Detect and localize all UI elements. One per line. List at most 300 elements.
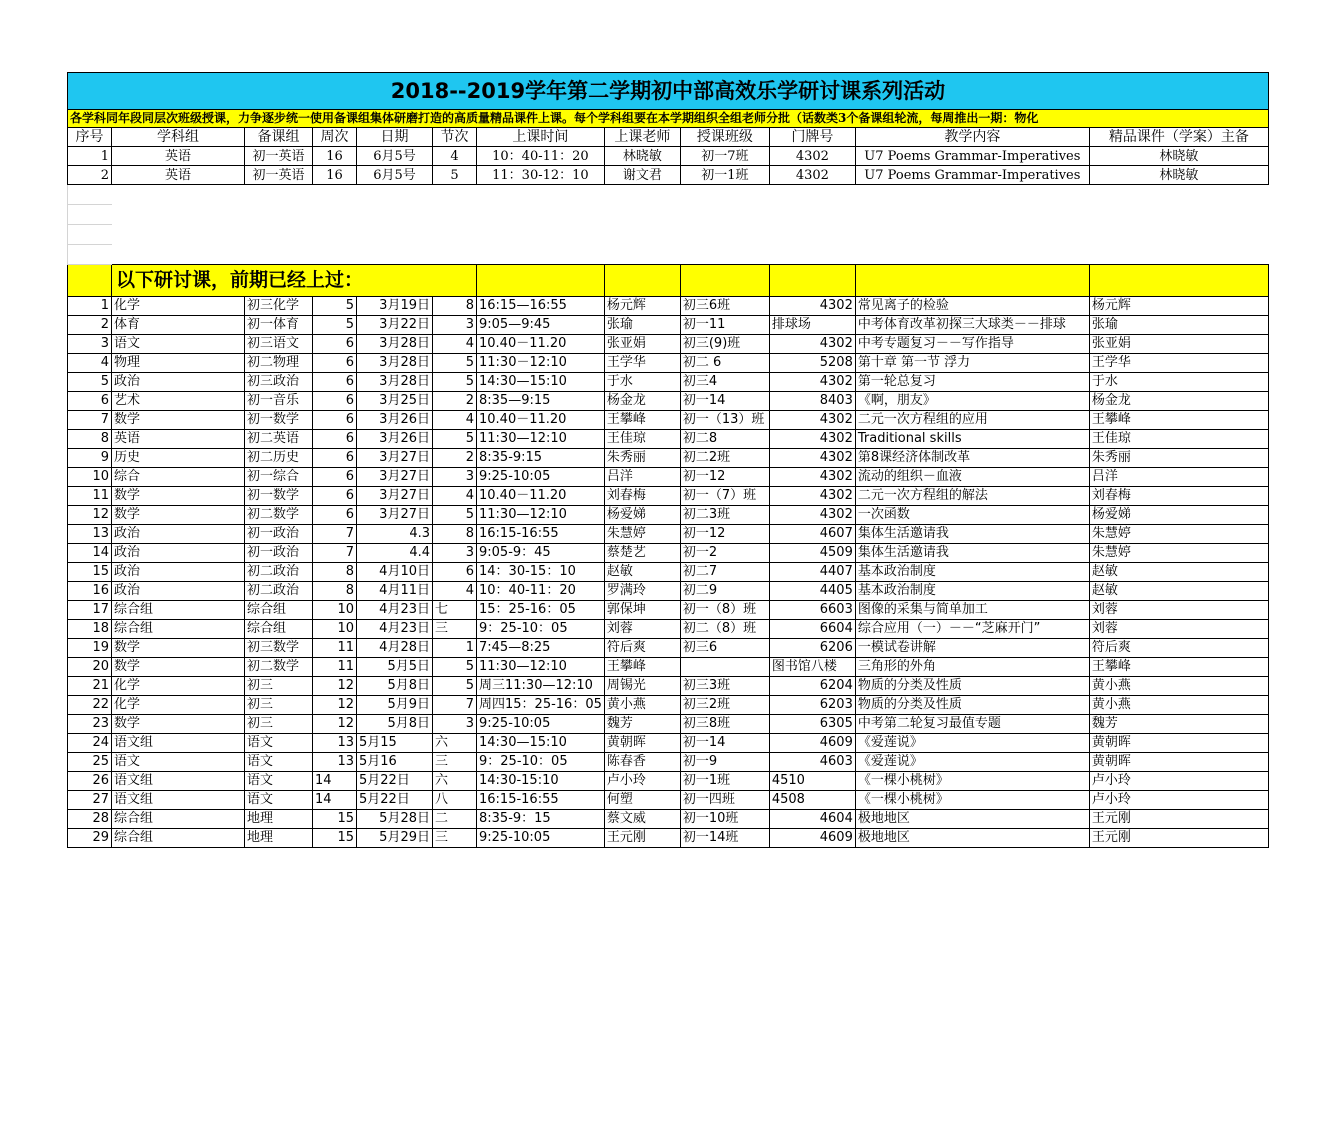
cell-time[interactable]: 10：40-11：20	[477, 582, 605, 601]
cell-week[interactable]: 13	[313, 753, 357, 772]
cell-content[interactable]: 《爱莲说》	[855, 753, 1089, 772]
header-time[interactable]: 上课时间	[477, 128, 605, 147]
cell-week[interactable]: 6	[313, 411, 357, 430]
cell-class[interactable]	[680, 658, 769, 677]
cell-subject-group[interactable]: 综合组	[112, 810, 245, 829]
cell-lead[interactable]: 朱慧婷	[1089, 525, 1268, 544]
cell-lead[interactable]: 张瑜	[1089, 316, 1268, 335]
cell-subject-group[interactable]: 数学	[112, 487, 245, 506]
cell-period[interactable]: 1	[433, 639, 477, 658]
cell-lead[interactable]: 刘蓉	[1089, 601, 1268, 620]
cell-subject-group[interactable]: 语文	[112, 335, 245, 354]
cell-week[interactable]: 14	[313, 791, 357, 810]
cell-date[interactable]: 4月23日	[357, 601, 433, 620]
cell-date[interactable]: 3月27日	[357, 449, 433, 468]
cell-lead[interactable]: 王元刚	[1089, 829, 1268, 848]
cell-teacher[interactable]: 王元刚	[604, 829, 680, 848]
cell-week[interactable]: 7	[313, 544, 357, 563]
empty-cell[interactable]	[112, 185, 1269, 205]
cell-room[interactable]: 4603	[769, 753, 855, 772]
cell-subject-group[interactable]: 数学	[112, 506, 245, 525]
cell-time[interactable]: 周三11:30—12:10	[477, 677, 605, 696]
cell-content[interactable]: 第一轮总复习	[855, 373, 1089, 392]
cell-prep-group[interactable]: 初二历史	[245, 449, 313, 468]
cell-teacher[interactable]: 周锡光	[604, 677, 680, 696]
cell-class[interactable]: 初一12	[680, 525, 769, 544]
cell-content[interactable]: 《爱莲说》	[855, 734, 1089, 753]
cell-subject-group[interactable]: 数学	[112, 715, 245, 734]
cell-room[interactable]: 6604	[769, 620, 855, 639]
cell-prep-group[interactable]: 初一音乐	[245, 392, 313, 411]
cell-teacher[interactable]: 杨金龙	[604, 392, 680, 411]
cell-prep-group[interactable]: 初一英语	[245, 166, 313, 185]
cell-room[interactable]: 4609	[769, 734, 855, 753]
cell-week[interactable]: 13	[313, 734, 357, 753]
cell-time[interactable]: 7:45—8:25	[477, 639, 605, 658]
cell-lead[interactable]: 朱秀丽	[1089, 449, 1268, 468]
cell-content[interactable]: 第十章 第一节 浮力	[855, 354, 1089, 373]
cell-content[interactable]: U7 Poems Grammar-Imperatives	[855, 166, 1089, 185]
cell-period[interactable]: 三	[433, 620, 477, 639]
cell-room[interactable]: 4609	[769, 829, 855, 848]
cell-period[interactable]: 2	[433, 449, 477, 468]
cell-week[interactable]: 6	[313, 430, 357, 449]
cell-teacher[interactable]: 黄小燕	[604, 696, 680, 715]
cell-class[interactable]: 初一14	[680, 392, 769, 411]
cell-content[interactable]: U7 Poems Grammar-Imperatives	[855, 147, 1089, 166]
cell-week[interactable]: 14	[313, 772, 357, 791]
cell-subject-group[interactable]: 语文	[112, 753, 245, 772]
header-date[interactable]: 日期	[357, 128, 433, 147]
cell-week[interactable]: 6	[313, 392, 357, 411]
empty-cell[interactable]	[112, 225, 1269, 245]
cell-subject-group[interactable]: 综合	[112, 468, 245, 487]
cell-subject-group[interactable]: 综合组	[112, 829, 245, 848]
cell-content[interactable]: 集体生活邀请我	[855, 525, 1089, 544]
empty-cell[interactable]	[855, 265, 1089, 297]
cell-room[interactable]: 4302	[769, 468, 855, 487]
cell-teacher[interactable]: 于水	[604, 373, 680, 392]
cell-room[interactable]: 4302	[769, 487, 855, 506]
cell-time[interactable]: 15：25-16：05	[477, 601, 605, 620]
cell-time[interactable]: 10：40-11：20	[477, 147, 605, 166]
cell-seq[interactable]: 26	[68, 772, 112, 791]
cell-class[interactable]: 初三6班	[680, 297, 769, 316]
header-seq[interactable]: 序号	[68, 128, 112, 147]
cell-class[interactable]: 初一7班	[680, 147, 769, 166]
cell-subject-group[interactable]: 政治	[112, 563, 245, 582]
cell-date[interactable]: 5月9日	[357, 696, 433, 715]
cell-date[interactable]: 6月5号	[357, 166, 433, 185]
cell-lead[interactable]: 王学华	[1089, 354, 1268, 373]
cell-room[interactable]: 4509	[769, 544, 855, 563]
cell-room[interactable]: 4407	[769, 563, 855, 582]
cell-seq[interactable]: 21	[68, 677, 112, 696]
cell-subject-group[interactable]: 语文组	[112, 772, 245, 791]
header-room[interactable]: 门牌号	[769, 128, 855, 147]
cell-class[interactable]: 初三8班	[680, 715, 769, 734]
cell-time[interactable]: 10.40－11.20	[477, 487, 605, 506]
cell-time[interactable]: 9：25-10：05	[477, 753, 605, 772]
cell-lead[interactable]: 黄小燕	[1089, 677, 1268, 696]
header-period[interactable]: 节次	[433, 128, 477, 147]
cell-week[interactable]: 16	[313, 147, 357, 166]
cell-prep-group[interactable]: 初二数学	[245, 658, 313, 677]
cell-time[interactable]: 9:25-10:05	[477, 829, 605, 848]
cell-period[interactable]: 8	[433, 297, 477, 316]
cell-time[interactable]: 9：25-10：05	[477, 620, 605, 639]
cell-subject-group[interactable]: 英语	[112, 430, 245, 449]
cell-seq[interactable]: 5	[68, 373, 112, 392]
cell-seq[interactable]: 22	[68, 696, 112, 715]
cell-time[interactable]: 16:15-16:55	[477, 525, 605, 544]
cell-seq[interactable]: 24	[68, 734, 112, 753]
cell-prep-group[interactable]: 初一综合	[245, 468, 313, 487]
header-subject-group[interactable]: 学科组	[112, 128, 245, 147]
cell-period[interactable]: 二	[433, 810, 477, 829]
cell-seq[interactable]: 23	[68, 715, 112, 734]
cell-time[interactable]: 11:30—12:10	[477, 506, 605, 525]
cell-subject-group[interactable]: 数学	[112, 639, 245, 658]
cell-date[interactable]: 3月26日	[357, 430, 433, 449]
cell-prep-group[interactable]: 初一数学	[245, 487, 313, 506]
cell-seq[interactable]: 7	[68, 411, 112, 430]
cell-class[interactable]: 初二9	[680, 582, 769, 601]
cell-prep-group[interactable]: 初二政治	[245, 563, 313, 582]
cell-week[interactable]: 11	[313, 658, 357, 677]
cell-teacher[interactable]: 吕洋	[604, 468, 680, 487]
cell-time[interactable]: 8:35—9:15	[477, 392, 605, 411]
cell-seq[interactable]: 15	[68, 563, 112, 582]
cell-class[interactable]: 初一1班	[680, 166, 769, 185]
cell-room[interactable]: 排球场	[769, 316, 855, 335]
cell-lead[interactable]: 刘春梅	[1089, 487, 1268, 506]
cell-prep-group[interactable]: 初一数学	[245, 411, 313, 430]
cell-prep-group[interactable]: 初二英语	[245, 430, 313, 449]
cell-date[interactable]: 4月28日	[357, 639, 433, 658]
empty-cell[interactable]	[680, 265, 769, 297]
cell-room[interactable]: 4508	[769, 791, 855, 810]
cell-subject-group[interactable]: 数学	[112, 411, 245, 430]
cell-content[interactable]: 《一棵小桃树》	[855, 772, 1089, 791]
cell-period[interactable]: 六	[433, 734, 477, 753]
header-prep-group[interactable]: 备课组	[245, 128, 313, 147]
cell-week[interactable]: 5	[313, 316, 357, 335]
cell-period[interactable]: 5	[433, 430, 477, 449]
cell-room[interactable]: 6206	[769, 639, 855, 658]
cell-week[interactable]: 7	[313, 525, 357, 544]
cell-date[interactable]: 3月25日	[357, 392, 433, 411]
cell-subject-group[interactable]: 艺术	[112, 392, 245, 411]
header-lead[interactable]: 精品课件（学案）主备	[1089, 128, 1268, 147]
cell-lead[interactable]: 卢小玲	[1089, 791, 1268, 810]
cell-period[interactable]: 3	[433, 715, 477, 734]
cell-time[interactable]: 11:30—12:10	[477, 430, 605, 449]
cell-lead[interactable]: 赵敏	[1089, 563, 1268, 582]
cell-subject-group[interactable]: 政治	[112, 544, 245, 563]
cell-seq[interactable]: 10	[68, 468, 112, 487]
cell-seq[interactable]: 19	[68, 639, 112, 658]
cell-lead[interactable]: 于水	[1089, 373, 1268, 392]
cell-teacher[interactable]: 黄朝晖	[604, 734, 680, 753]
cell-week[interactable]: 8	[313, 563, 357, 582]
cell-room[interactable]: 4302	[769, 449, 855, 468]
cell-class[interactable]: 初三2班	[680, 696, 769, 715]
cell-period[interactable]: 3	[433, 316, 477, 335]
cell-teacher[interactable]: 朱秀丽	[604, 449, 680, 468]
cell-room[interactable]: 4302	[769, 297, 855, 316]
cell-prep-group[interactable]: 语文	[245, 753, 313, 772]
header-content[interactable]: 教学内容	[855, 128, 1089, 147]
cell-date[interactable]: 5月29日	[357, 829, 433, 848]
cell-prep-group[interactable]: 初三数学	[245, 639, 313, 658]
cell-prep-group[interactable]: 语文	[245, 791, 313, 810]
cell-date[interactable]: 4.4	[357, 544, 433, 563]
cell-room[interactable]: 6305	[769, 715, 855, 734]
cell-lead[interactable]: 赵敏	[1089, 582, 1268, 601]
cell-period[interactable]: 5	[433, 166, 477, 185]
cell-time[interactable]: 11:30－12:10	[477, 354, 605, 373]
cell-week[interactable]: 5	[313, 297, 357, 316]
cell-room[interactable]: 4302	[769, 335, 855, 354]
cell-teacher[interactable]: 张瑜	[604, 316, 680, 335]
cell-date[interactable]: 3月26日	[357, 411, 433, 430]
cell-week[interactable]: 10	[313, 620, 357, 639]
cell-subject-group[interactable]: 英语	[112, 147, 245, 166]
cell-date[interactable]: 5月8日	[357, 715, 433, 734]
cell-seq[interactable]: 9	[68, 449, 112, 468]
cell-class[interactable]: 初一四班	[680, 791, 769, 810]
cell-lead[interactable]: 黄朝晖	[1089, 753, 1268, 772]
cell-date[interactable]: 5月5日	[357, 658, 433, 677]
cell-time[interactable]: 8:35-9：15	[477, 810, 605, 829]
cell-lead[interactable]: 吕洋	[1089, 468, 1268, 487]
empty-cell[interactable]	[68, 245, 112, 265]
cell-room[interactable]: 4302	[769, 147, 855, 166]
cell-time[interactable]: 14：30-15：10	[477, 563, 605, 582]
cell-time[interactable]: 14:30-15:10	[477, 772, 605, 791]
cell-lead[interactable]: 张亚娟	[1089, 335, 1268, 354]
section-title[interactable]: 以下研讨课，前期已经上过：	[112, 265, 477, 297]
cell-time[interactable]: 14:30—15:10	[477, 373, 605, 392]
cell-lead[interactable]: 符后爽	[1089, 639, 1268, 658]
cell-prep-group[interactable]: 综合组	[245, 601, 313, 620]
cell-lead[interactable]: 卢小玲	[1089, 772, 1268, 791]
cell-prep-group[interactable]: 初三	[245, 677, 313, 696]
cell-teacher[interactable]: 刘蓉	[604, 620, 680, 639]
cell-seq[interactable]: 3	[68, 335, 112, 354]
cell-class[interactable]: 初二 6	[680, 354, 769, 373]
cell-seq[interactable]: 2	[68, 166, 112, 185]
cell-class[interactable]: 初一14	[680, 734, 769, 753]
cell-teacher[interactable]: 朱慧婷	[604, 525, 680, 544]
cell-teacher[interactable]: 郭保坤	[604, 601, 680, 620]
cell-room[interactable]: 4302	[769, 506, 855, 525]
cell-period[interactable]: 4	[433, 582, 477, 601]
cell-lead[interactable]: 王攀峰	[1089, 658, 1268, 677]
cell-date[interactable]: 4月11日	[357, 582, 433, 601]
cell-week[interactable]: 16	[313, 166, 357, 185]
cell-week[interactable]: 6	[313, 335, 357, 354]
cell-date[interactable]: 5月16	[357, 753, 433, 772]
cell-teacher[interactable]: 魏芳	[604, 715, 680, 734]
cell-week[interactable]: 6	[313, 449, 357, 468]
cell-time[interactable]: 9:05-9：45	[477, 544, 605, 563]
cell-seq[interactable]: 1	[68, 297, 112, 316]
cell-lead[interactable]: 林晓敏	[1089, 166, 1268, 185]
cell-lead[interactable]: 黄小燕	[1089, 696, 1268, 715]
cell-seq[interactable]: 18	[68, 620, 112, 639]
cell-content[interactable]: 第8课经济体制改革	[855, 449, 1089, 468]
cell-room[interactable]: 8403	[769, 392, 855, 411]
cell-subject-group[interactable]: 英语	[112, 166, 245, 185]
cell-class[interactable]: 初一9	[680, 753, 769, 772]
cell-class[interactable]: 初二8	[680, 430, 769, 449]
cell-content[interactable]: 二元一次方程组的应用	[855, 411, 1089, 430]
cell-period[interactable]: 八	[433, 791, 477, 810]
cell-date[interactable]: 3月27日	[357, 487, 433, 506]
cell-date[interactable]: 5月28日	[357, 810, 433, 829]
cell-prep-group[interactable]: 初三化学	[245, 297, 313, 316]
cell-class[interactable]: 初二3班	[680, 506, 769, 525]
cell-seq[interactable]: 14	[68, 544, 112, 563]
cell-week[interactable]: 12	[313, 696, 357, 715]
cell-teacher[interactable]: 何塑	[604, 791, 680, 810]
cell-class[interactable]: 初三(9)班	[680, 335, 769, 354]
cell-content[interactable]: 物质的分类及性质	[855, 677, 1089, 696]
cell-week[interactable]: 6	[313, 373, 357, 392]
cell-subject-group[interactable]: 综合组	[112, 620, 245, 639]
cell-subject-group[interactable]: 化学	[112, 677, 245, 696]
cell-week[interactable]: 12	[313, 677, 357, 696]
empty-cell[interactable]	[112, 245, 1269, 265]
cell-subject-group[interactable]: 物理	[112, 354, 245, 373]
cell-content[interactable]: 图像的采集与简单加工	[855, 601, 1089, 620]
cell-period[interactable]: 3	[433, 468, 477, 487]
cell-period[interactable]: 5	[433, 677, 477, 696]
cell-content[interactable]: 二元一次方程组的解法	[855, 487, 1089, 506]
cell-seq[interactable]: 16	[68, 582, 112, 601]
cell-lead[interactable]: 王佳琼	[1089, 430, 1268, 449]
cell-period[interactable]: 7	[433, 696, 477, 715]
empty-cell[interactable]	[68, 185, 112, 205]
cell-teacher[interactable]: 卢小玲	[604, 772, 680, 791]
cell-seq[interactable]: 1	[68, 147, 112, 166]
cell-seq[interactable]: 17	[68, 601, 112, 620]
cell-prep-group[interactable]: 初三	[245, 715, 313, 734]
cell-content[interactable]: 常见离子的检验	[855, 297, 1089, 316]
cell-content[interactable]: 中考体育改革初探三大球类－－排球	[855, 316, 1089, 335]
cell-lead[interactable]: 魏芳	[1089, 715, 1268, 734]
cell-class[interactable]: 初二7	[680, 563, 769, 582]
cell-content[interactable]: 一模试卷讲解	[855, 639, 1089, 658]
cell-seq[interactable]: 28	[68, 810, 112, 829]
header-week[interactable]: 周次	[313, 128, 357, 147]
cell-prep-group[interactable]: 初三	[245, 696, 313, 715]
cell-content[interactable]: 中考专题复习－－写作指导	[855, 335, 1089, 354]
empty-cell[interactable]	[1089, 265, 1268, 297]
cell-class[interactable]: 初一10班	[680, 810, 769, 829]
cell-teacher[interactable]: 罗满玲	[604, 582, 680, 601]
cell-lead[interactable]: 朱慧婷	[1089, 544, 1268, 563]
cell-date[interactable]: 3月27日	[357, 468, 433, 487]
cell-date[interactable]: 3月28日	[357, 335, 433, 354]
cell-teacher[interactable]: 杨元辉	[604, 297, 680, 316]
cell-prep-group[interactable]: 语文	[245, 772, 313, 791]
cell-lead[interactable]: 杨元辉	[1089, 297, 1268, 316]
cell-room[interactable]: 4510	[769, 772, 855, 791]
cell-date[interactable]: 6月5号	[357, 147, 433, 166]
cell-room[interactable]: 6204	[769, 677, 855, 696]
cell-content[interactable]: 中考第二轮复习最值专题	[855, 715, 1089, 734]
cell-time[interactable]: 9:25-10:05	[477, 468, 605, 487]
cell-class[interactable]: 初一（7）班	[680, 487, 769, 506]
cell-subject-group[interactable]: 政治	[112, 582, 245, 601]
cell-prep-group[interactable]: 综合组	[245, 620, 313, 639]
cell-prep-group[interactable]: 地理	[245, 829, 313, 848]
cell-content[interactable]: Traditional skills	[855, 430, 1089, 449]
cell-time[interactable]: 14:30—15:10	[477, 734, 605, 753]
cell-date[interactable]: 4月10日	[357, 563, 433, 582]
cell-seq[interactable]: 20	[68, 658, 112, 677]
cell-class[interactable]: 初二（8）班	[680, 620, 769, 639]
cell-seq[interactable]: 2	[68, 316, 112, 335]
cell-room[interactable]: 4607	[769, 525, 855, 544]
cell-seq[interactable]: 29	[68, 829, 112, 848]
cell-teacher[interactable]: 符后爽	[604, 639, 680, 658]
cell-room[interactable]: 6203	[769, 696, 855, 715]
cell-time[interactable]: 9:25-10:05	[477, 715, 605, 734]
cell-lead[interactable]: 王元刚	[1089, 810, 1268, 829]
empty-cell[interactable]	[68, 265, 112, 297]
cell-subject-group[interactable]: 政治	[112, 525, 245, 544]
cell-period[interactable]: 5	[433, 506, 477, 525]
cell-teacher[interactable]: 刘春梅	[604, 487, 680, 506]
cell-time[interactable]: 10.40－11.20	[477, 411, 605, 430]
cell-class[interactable]: 初二2班	[680, 449, 769, 468]
cell-subject-group[interactable]: 化学	[112, 297, 245, 316]
empty-cell[interactable]	[769, 265, 855, 297]
cell-seq[interactable]: 25	[68, 753, 112, 772]
cell-time[interactable]: 8:35-9:15	[477, 449, 605, 468]
empty-cell[interactable]	[68, 205, 112, 225]
cell-period[interactable]: 七	[433, 601, 477, 620]
cell-time[interactable]: 9:05—9:45	[477, 316, 605, 335]
cell-prep-group[interactable]: 初一体育	[245, 316, 313, 335]
cell-lead[interactable]: 林晓敏	[1089, 147, 1268, 166]
cell-subject-group[interactable]: 语文组	[112, 791, 245, 810]
cell-time[interactable]: 10.40－11.20	[477, 335, 605, 354]
cell-time[interactable]: 16:15-16:55	[477, 791, 605, 810]
cell-prep-group[interactable]: 初三语文	[245, 335, 313, 354]
cell-teacher[interactable]: 林晓敏	[604, 147, 680, 166]
cell-lead[interactable]: 杨爱娣	[1089, 506, 1268, 525]
cell-date[interactable]: 5月8日	[357, 677, 433, 696]
cell-date[interactable]: 3月27日	[357, 506, 433, 525]
cell-subject-group[interactable]: 数学	[112, 658, 245, 677]
cell-teacher[interactable]: 蔡文威	[604, 810, 680, 829]
cell-teacher[interactable]: 杨爱娣	[604, 506, 680, 525]
cell-week[interactable]: 8	[313, 582, 357, 601]
cell-prep-group[interactable]: 初一政治	[245, 544, 313, 563]
cell-period[interactable]: 4	[433, 411, 477, 430]
cell-period[interactable]: 4	[433, 487, 477, 506]
cell-time[interactable]: 11:30—12:10	[477, 658, 605, 677]
cell-lead[interactable]: 刘蓉	[1089, 620, 1268, 639]
cell-seq[interactable]: 27	[68, 791, 112, 810]
cell-lead[interactable]: 黄朝晖	[1089, 734, 1268, 753]
header-teacher[interactable]: 上课老师	[604, 128, 680, 147]
